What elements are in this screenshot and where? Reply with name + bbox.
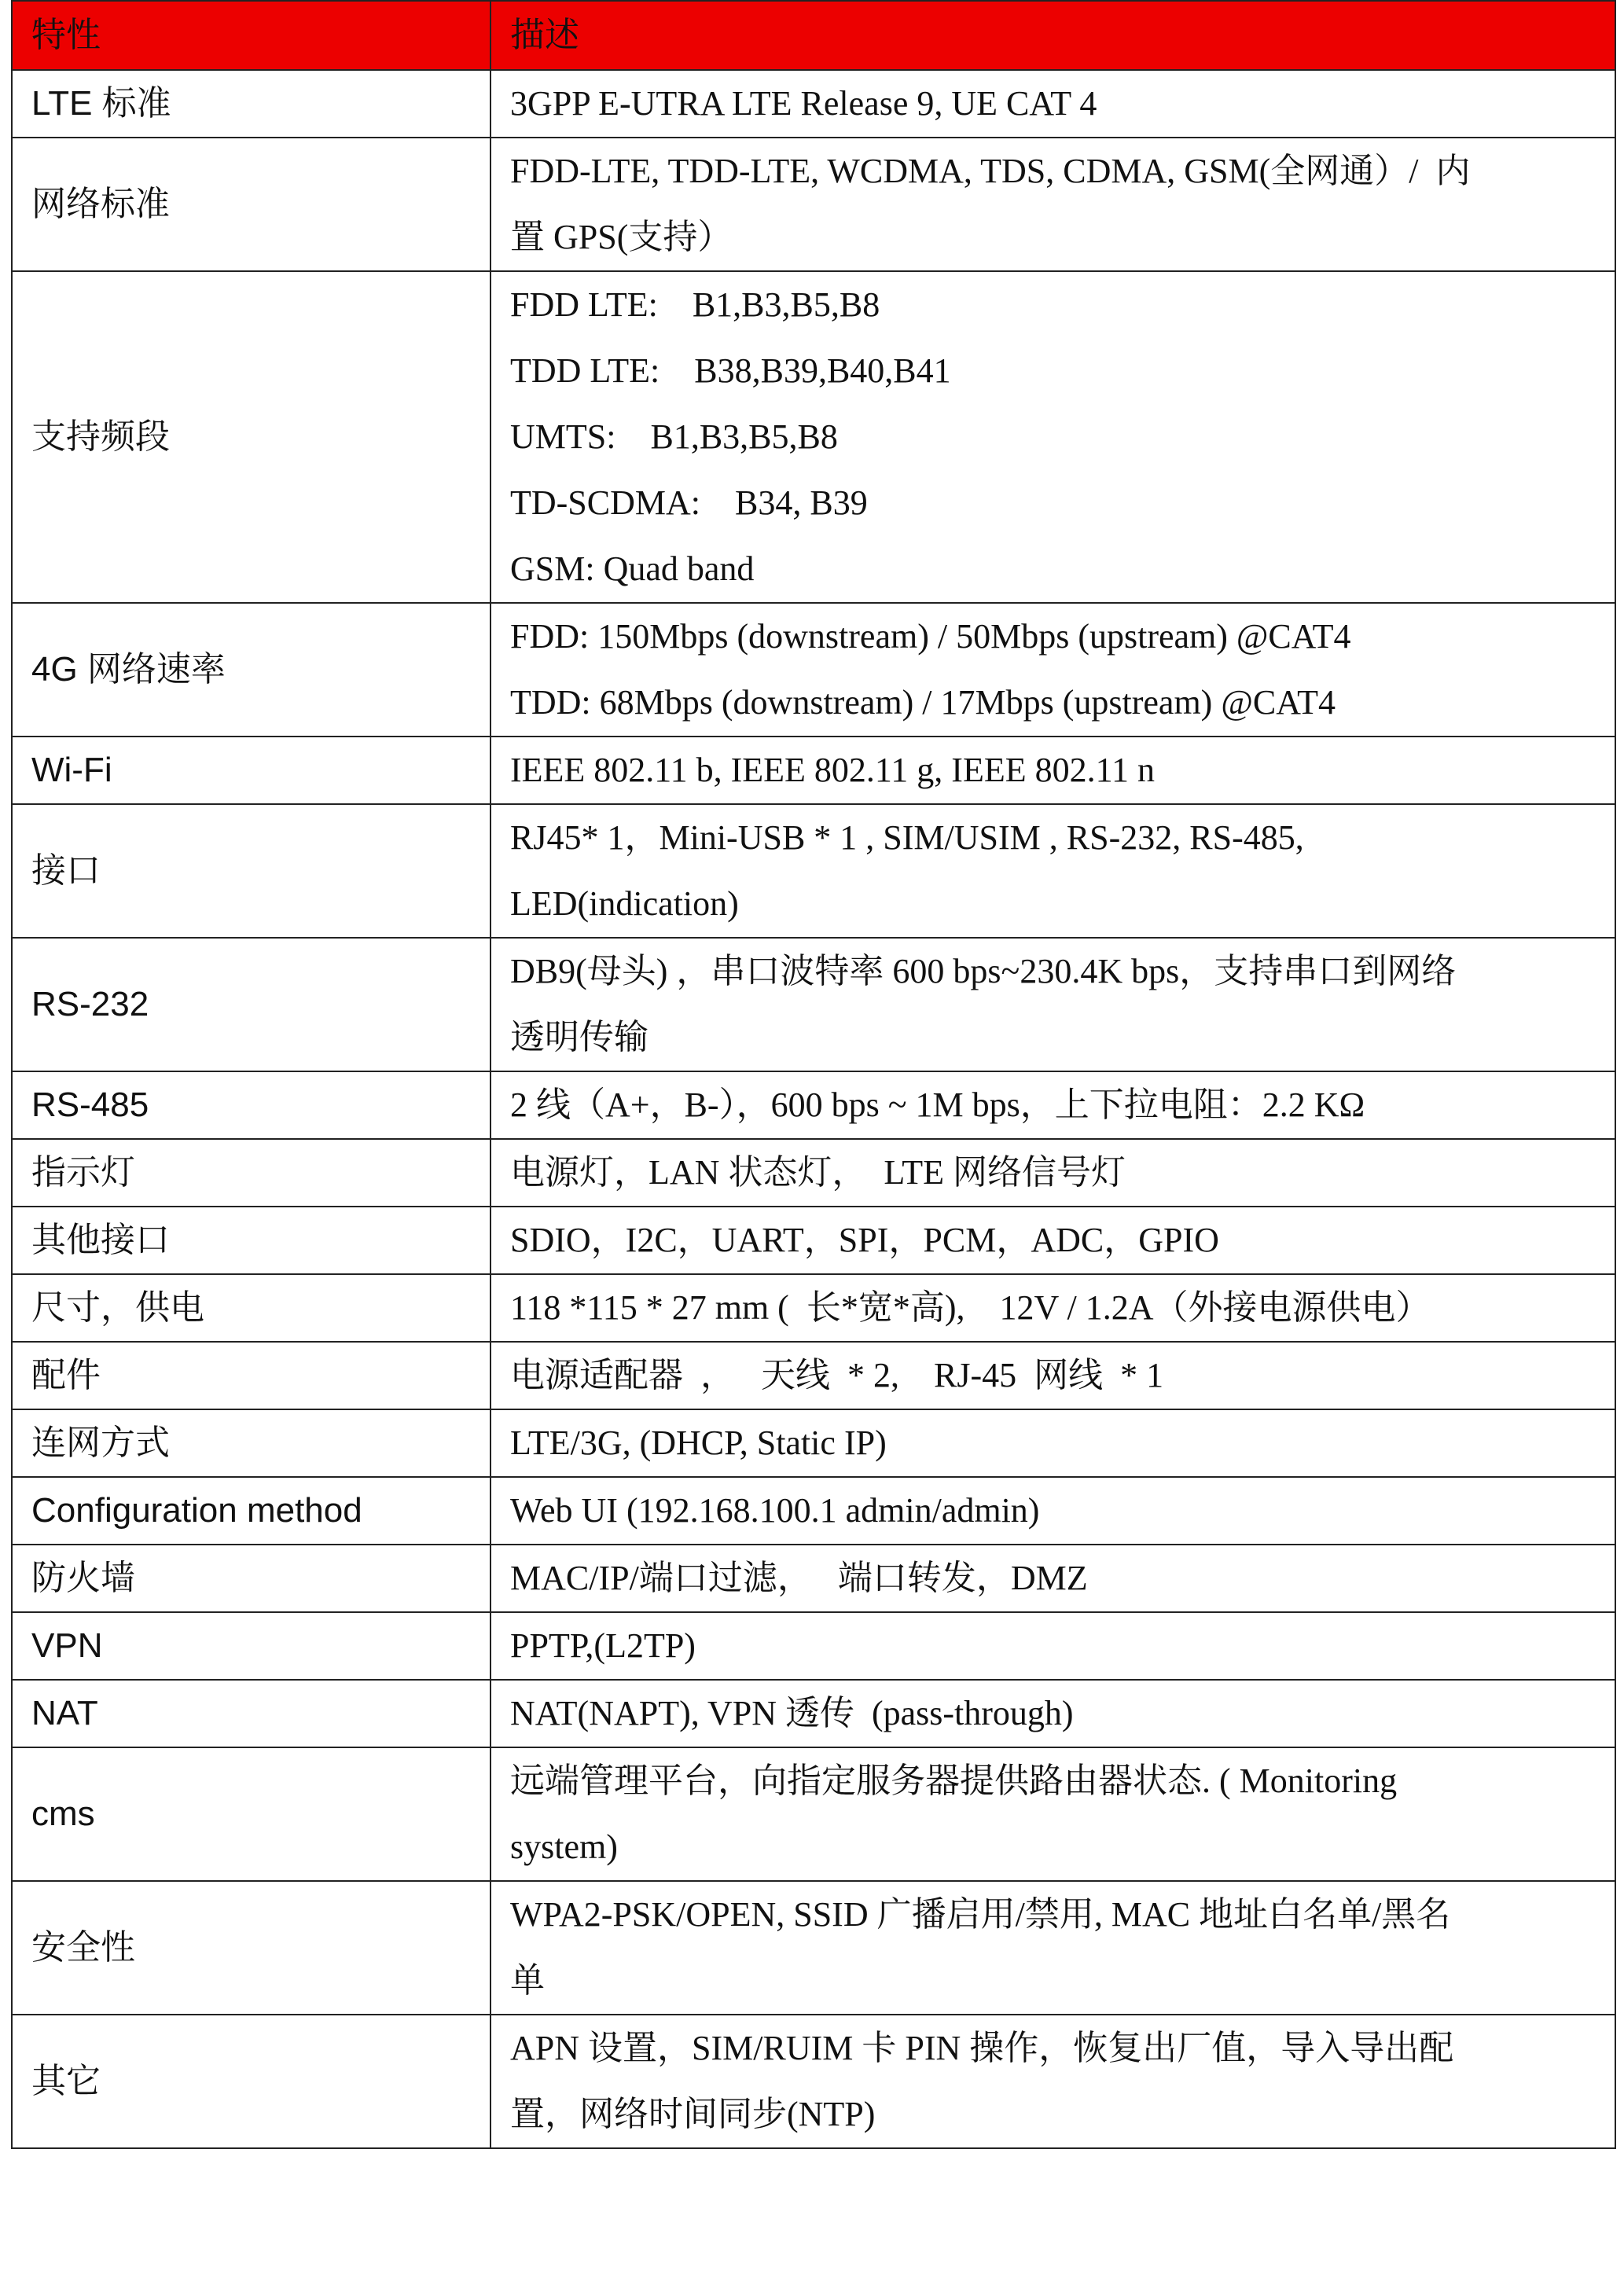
table-row [12, 737, 1615, 804]
feature-cell: 防火墙 [12, 1545, 491, 1612]
feature-cell: 其它 [12, 2015, 491, 2148]
description-line: 118 *115 * 27 mm ( 长*宽*高), 12V / 1.2A（外接电源供电） [510, 1288, 1431, 1327]
description-line: system) [510, 1828, 618, 1866]
description-line: TD-SCDMA: B34, B39 [510, 483, 868, 522]
description-line: 2 线（A+，B-），600 bps ~ 1M bps，上下拉电阻：2.2 KΩ [510, 1086, 1365, 1124]
description-cell [491, 938, 1615, 1071]
table-row [12, 804, 1615, 938]
feature-cell: 4G 网络速率 [12, 603, 491, 737]
spec-table [11, 0, 1616, 2149]
description-line: 3GPP E-UTRA LTE Release 9, UE CAT 4 [510, 84, 1097, 123]
description-line: 单 [510, 1961, 545, 2000]
table-row [12, 1409, 1615, 1477]
feature-cell: 尺寸，供电 [12, 1274, 491, 1342]
description-cell [491, 737, 1615, 804]
description-line: MAC/IP/端口过滤， 端口转发，DMZ [510, 1559, 1088, 1597]
table-row [12, 1071, 1615, 1139]
feature-cell: Configuration method [12, 1477, 491, 1545]
table-row [12, 2015, 1615, 2148]
description-cell [491, 1207, 1615, 1274]
description-cell [491, 1680, 1615, 1747]
feature-cell: Wi-Fi [12, 737, 491, 804]
description-line: FDD-LTE, TDD-LTE, WCDMA, TDS, CDMA, GSM(全网通）/ 内 [510, 152, 1471, 190]
feature-cell: 网络标准 [12, 138, 491, 271]
table-row [12, 938, 1615, 1071]
description-cell [491, 1274, 1615, 1342]
feature-cell: 指示灯 [12, 1139, 491, 1207]
table-row [12, 1477, 1615, 1545]
feature-cell: RS-232 [12, 938, 491, 1071]
description-cell [491, 1071, 1615, 1139]
feature-cell: RS-485 [12, 1071, 491, 1139]
description-cell [491, 1409, 1615, 1477]
description-line: IEEE 802.11 b, IEEE 802.11 g, IEEE 802.11 n [510, 751, 1155, 789]
description-line: 远端管理平台，向指定服务器提供路由器状态. ( Monitoring [510, 1762, 1398, 1800]
table-row [12, 1207, 1615, 1274]
spec-table-body [12, 70, 1615, 2148]
description-line: DB9(母头) ，串口波特率 600 bps~230.4K bps，支持串口到网络 [510, 952, 1457, 990]
description-line: TDD LTE: B38,B39,B40,B41 [510, 351, 951, 390]
feature-cell: 其他接口 [12, 1207, 491, 1274]
description-cell [491, 271, 1615, 603]
feature-cell: LTE 标准 [12, 70, 491, 138]
description-line: WPA2-PSK/OPEN, SSID 广播启用/禁用, MAC 地址白名单/黑名 [510, 1895, 1451, 1934]
description-line: UMTS: B1,B3,B5,B8 [510, 417, 838, 456]
description-line: NAT(NAPT), VPN 透传 (pass-through) [510, 1694, 1074, 1732]
description-line: GSM: Quad band [510, 549, 755, 588]
feature-cell: 配件 [12, 1342, 491, 1409]
description-line: 置 GPS(支持） [510, 218, 733, 256]
description-cell [491, 2015, 1615, 2148]
table-row [12, 603, 1615, 737]
description-cell [491, 1612, 1615, 1680]
feature-cell: 接口 [12, 804, 491, 938]
feature-cell: 安全性 [12, 1881, 491, 2015]
feature-cell: 连网方式 [12, 1409, 491, 1477]
table-row [12, 1139, 1615, 1207]
description-line: 电源灯，LAN 状态灯， LTE 网络信号灯 [510, 1153, 1126, 1192]
table-row [12, 70, 1615, 138]
table-row [12, 1342, 1615, 1409]
feature-cell: 支持频段 [12, 271, 491, 603]
description-cell [491, 804, 1615, 938]
table-row [12, 138, 1615, 271]
description-line: 置，网络时间同步(NTP) [510, 2095, 876, 2133]
description-line: 透明传输 [510, 1018, 648, 1056]
description-line: PPTP,(L2TP) [510, 1626, 696, 1665]
description-line: Web UI (192.168.100.1 admin/admin) [510, 1491, 1040, 1530]
table-row [12, 1612, 1615, 1680]
description-line: 电源适配器 ， 天线 * 2, RJ-45 网线 * 1 [510, 1356, 1164, 1394]
column-header-description: 描述 [491, 1, 1615, 70]
description-cell [491, 1342, 1615, 1409]
table-header-row [12, 1, 1615, 70]
description-cell [491, 1139, 1615, 1207]
table-row [12, 271, 1615, 603]
description-line: FDD: 150Mbps (downstream) / 50Mbps (upstream) @CAT4 [510, 617, 1351, 656]
description-line: APN 设置，SIM/RUIM 卡 PIN 操作，恢复出厂值，导入导出配 [510, 2029, 1454, 2067]
description-line: LTE/3G, (DHCP, Static IP) [510, 1424, 887, 1462]
description-cell [491, 70, 1615, 138]
feature-cell: cms [12, 1747, 491, 1881]
table-row [12, 1747, 1615, 1881]
description-cell [491, 1477, 1615, 1545]
feature-cell: VPN [12, 1612, 491, 1680]
description-line: FDD LTE: B1,B3,B5,B8 [510, 285, 880, 324]
table-row [12, 1274, 1615, 1342]
description-cell [491, 138, 1615, 271]
table-row [12, 1881, 1615, 2015]
description-cell [491, 1545, 1615, 1612]
description-line: RJ45* 1，Mini-USB * 1 , SIM/USIM , RS-232, RS-485, [510, 818, 1304, 857]
column-header-feature: 特性 [12, 1, 491, 70]
description-line: LED(indication) [510, 884, 739, 923]
description-cell [491, 1881, 1615, 2015]
table-row [12, 1680, 1615, 1747]
feature-cell: NAT [12, 1680, 491, 1747]
description-line: TDD: 68Mbps (downstream) / 17Mbps (upstream) @CAT4 [510, 683, 1336, 722]
description-cell [491, 1747, 1615, 1881]
table-row [12, 1545, 1615, 1612]
description-line: SDIO，I2C，UART，SPI，PCM，ADC，GPIO [510, 1221, 1219, 1259]
description-cell [491, 603, 1615, 737]
